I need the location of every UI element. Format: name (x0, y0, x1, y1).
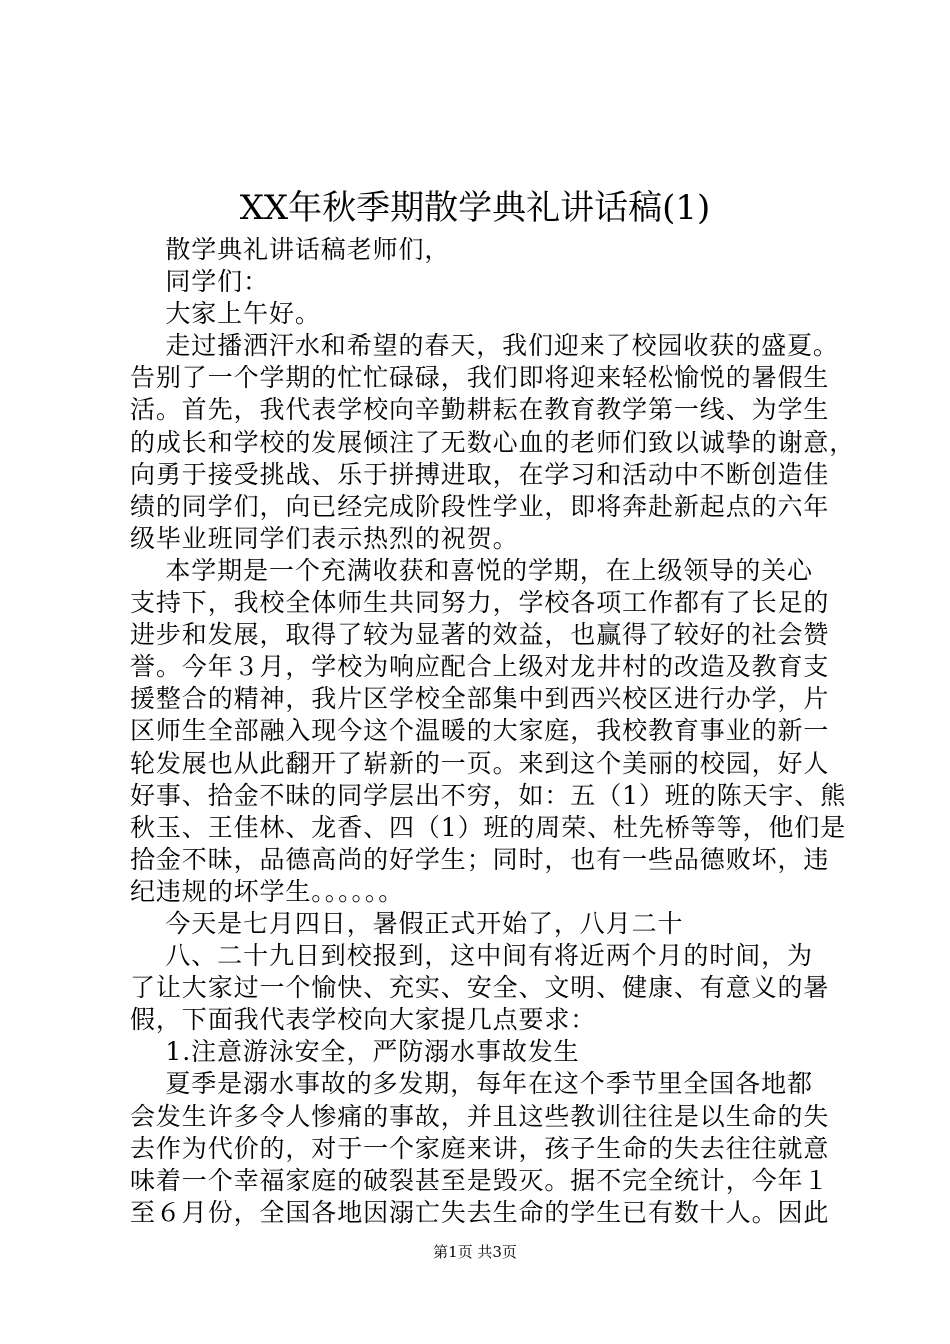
body-line: 味着一个幸福家庭的破裂甚至是毁灭。据不完全统计，今年１ (130, 1165, 830, 1195)
document-body (130, 234, 856, 1229)
body-line: 好事、拾金不昧的同学层出不穷，如：五（1）班的陈天宇、熊 (130, 780, 847, 810)
body-line: 会发生许多令人惨痛的事故，并且这些教训往往是以生命的失 (130, 1101, 830, 1131)
body-line: 轮发展也从此翻开了崭新的一页。来到这个美丽的校园，好人 (130, 748, 830, 778)
body-line: 活。首先，我代表学校向辛勤耕耘在教育教学第一线、为学生 (130, 395, 830, 425)
body-line: 夏季是溺水事故的多发期，每年在这个季节里全国各地都 (130, 1069, 813, 1099)
body-line: 1.注意游泳安全，严防溺水事故发生 (130, 1037, 580, 1067)
body-line: 向勇于接受挑战、乐于拼搏进取，在学习和活动中不断创造佳 (130, 459, 830, 489)
body-line: 告别了一个学期的忙忙碌碌，我们即将迎来轻松愉悦的暑假生 (130, 363, 830, 393)
document-title: XX年秋季期散学典礼讲话稿(1) (239, 188, 711, 228)
body-line: 支持下，我校全体师生共同努力，学校各项工作都有了长足的 (130, 588, 830, 618)
body-line: 誉。今年３月，学校为响应配合上级对龙井村的改造及教育支 (130, 652, 830, 682)
body-line: 纪违规的坏学生。。。。。。 (130, 876, 405, 906)
body-line: 去作为代价的，对于一个家庭来讲，孩子生命的失去往往就意 (130, 1133, 830, 1163)
body-line: 散学典礼讲话稿老师们， (130, 235, 451, 264)
body-line: 走过播洒汗水和希望的春天，我们迎来了校园收获的盛夏。 (130, 331, 839, 361)
body-line: 绩的同学们，向已经完成阶段性学业，即将奔赴新起点的六年 (130, 491, 830, 521)
body-line: 假，下面我代表学校向大家提几点要求： (130, 1005, 597, 1035)
body-line: 进步和发展，取得了较为显著的效益，也赢得了较好的社会赞 (130, 620, 830, 650)
page-number-footer: 第1页 共3页 (433, 1243, 517, 1261)
body-line: 拾金不昧，品德高尚的好学生；同时，也有一些品德败坏，违 (130, 844, 830, 874)
body-line: 本学期是一个充满收获和喜悦的学期，在上级领导的关心 (130, 555, 813, 585)
body-line: 秋玉、王佳林、龙香、四（1）班的周荣、杜先桥等等，他们是 (130, 812, 847, 842)
body-line: 今天是七月四日，暑假正式开始了，八月二十 (130, 908, 684, 938)
body-line: 同学们： (130, 267, 269, 297)
body-line: 了让大家过一个愉快、充实、安全、文明、健康、有意义的暑 (130, 973, 830, 1003)
body-line: 级毕业班同学们表示热烈的祝贺。 (130, 523, 519, 553)
body-line: 至６月份，全国各地因溺亡失去生命的学生已有数十人。因此 (130, 1197, 830, 1227)
body-line: 八、二十九日到校报到，这中间有将近两个月的时间，为 (130, 941, 813, 971)
body-line: 援整合的精神，我片区学校全部集中到西兴校区进行办学，片 (130, 684, 830, 714)
body-line: 大家上午好。 (130, 299, 321, 329)
body-line: 的成长和学校的发展倾注了无数心血的老师们致以诚挚的谢意， (130, 427, 856, 457)
body-line: 区师生全部融入现今这个温暖的大家庭，我校教育事业的新一 (130, 716, 830, 746)
